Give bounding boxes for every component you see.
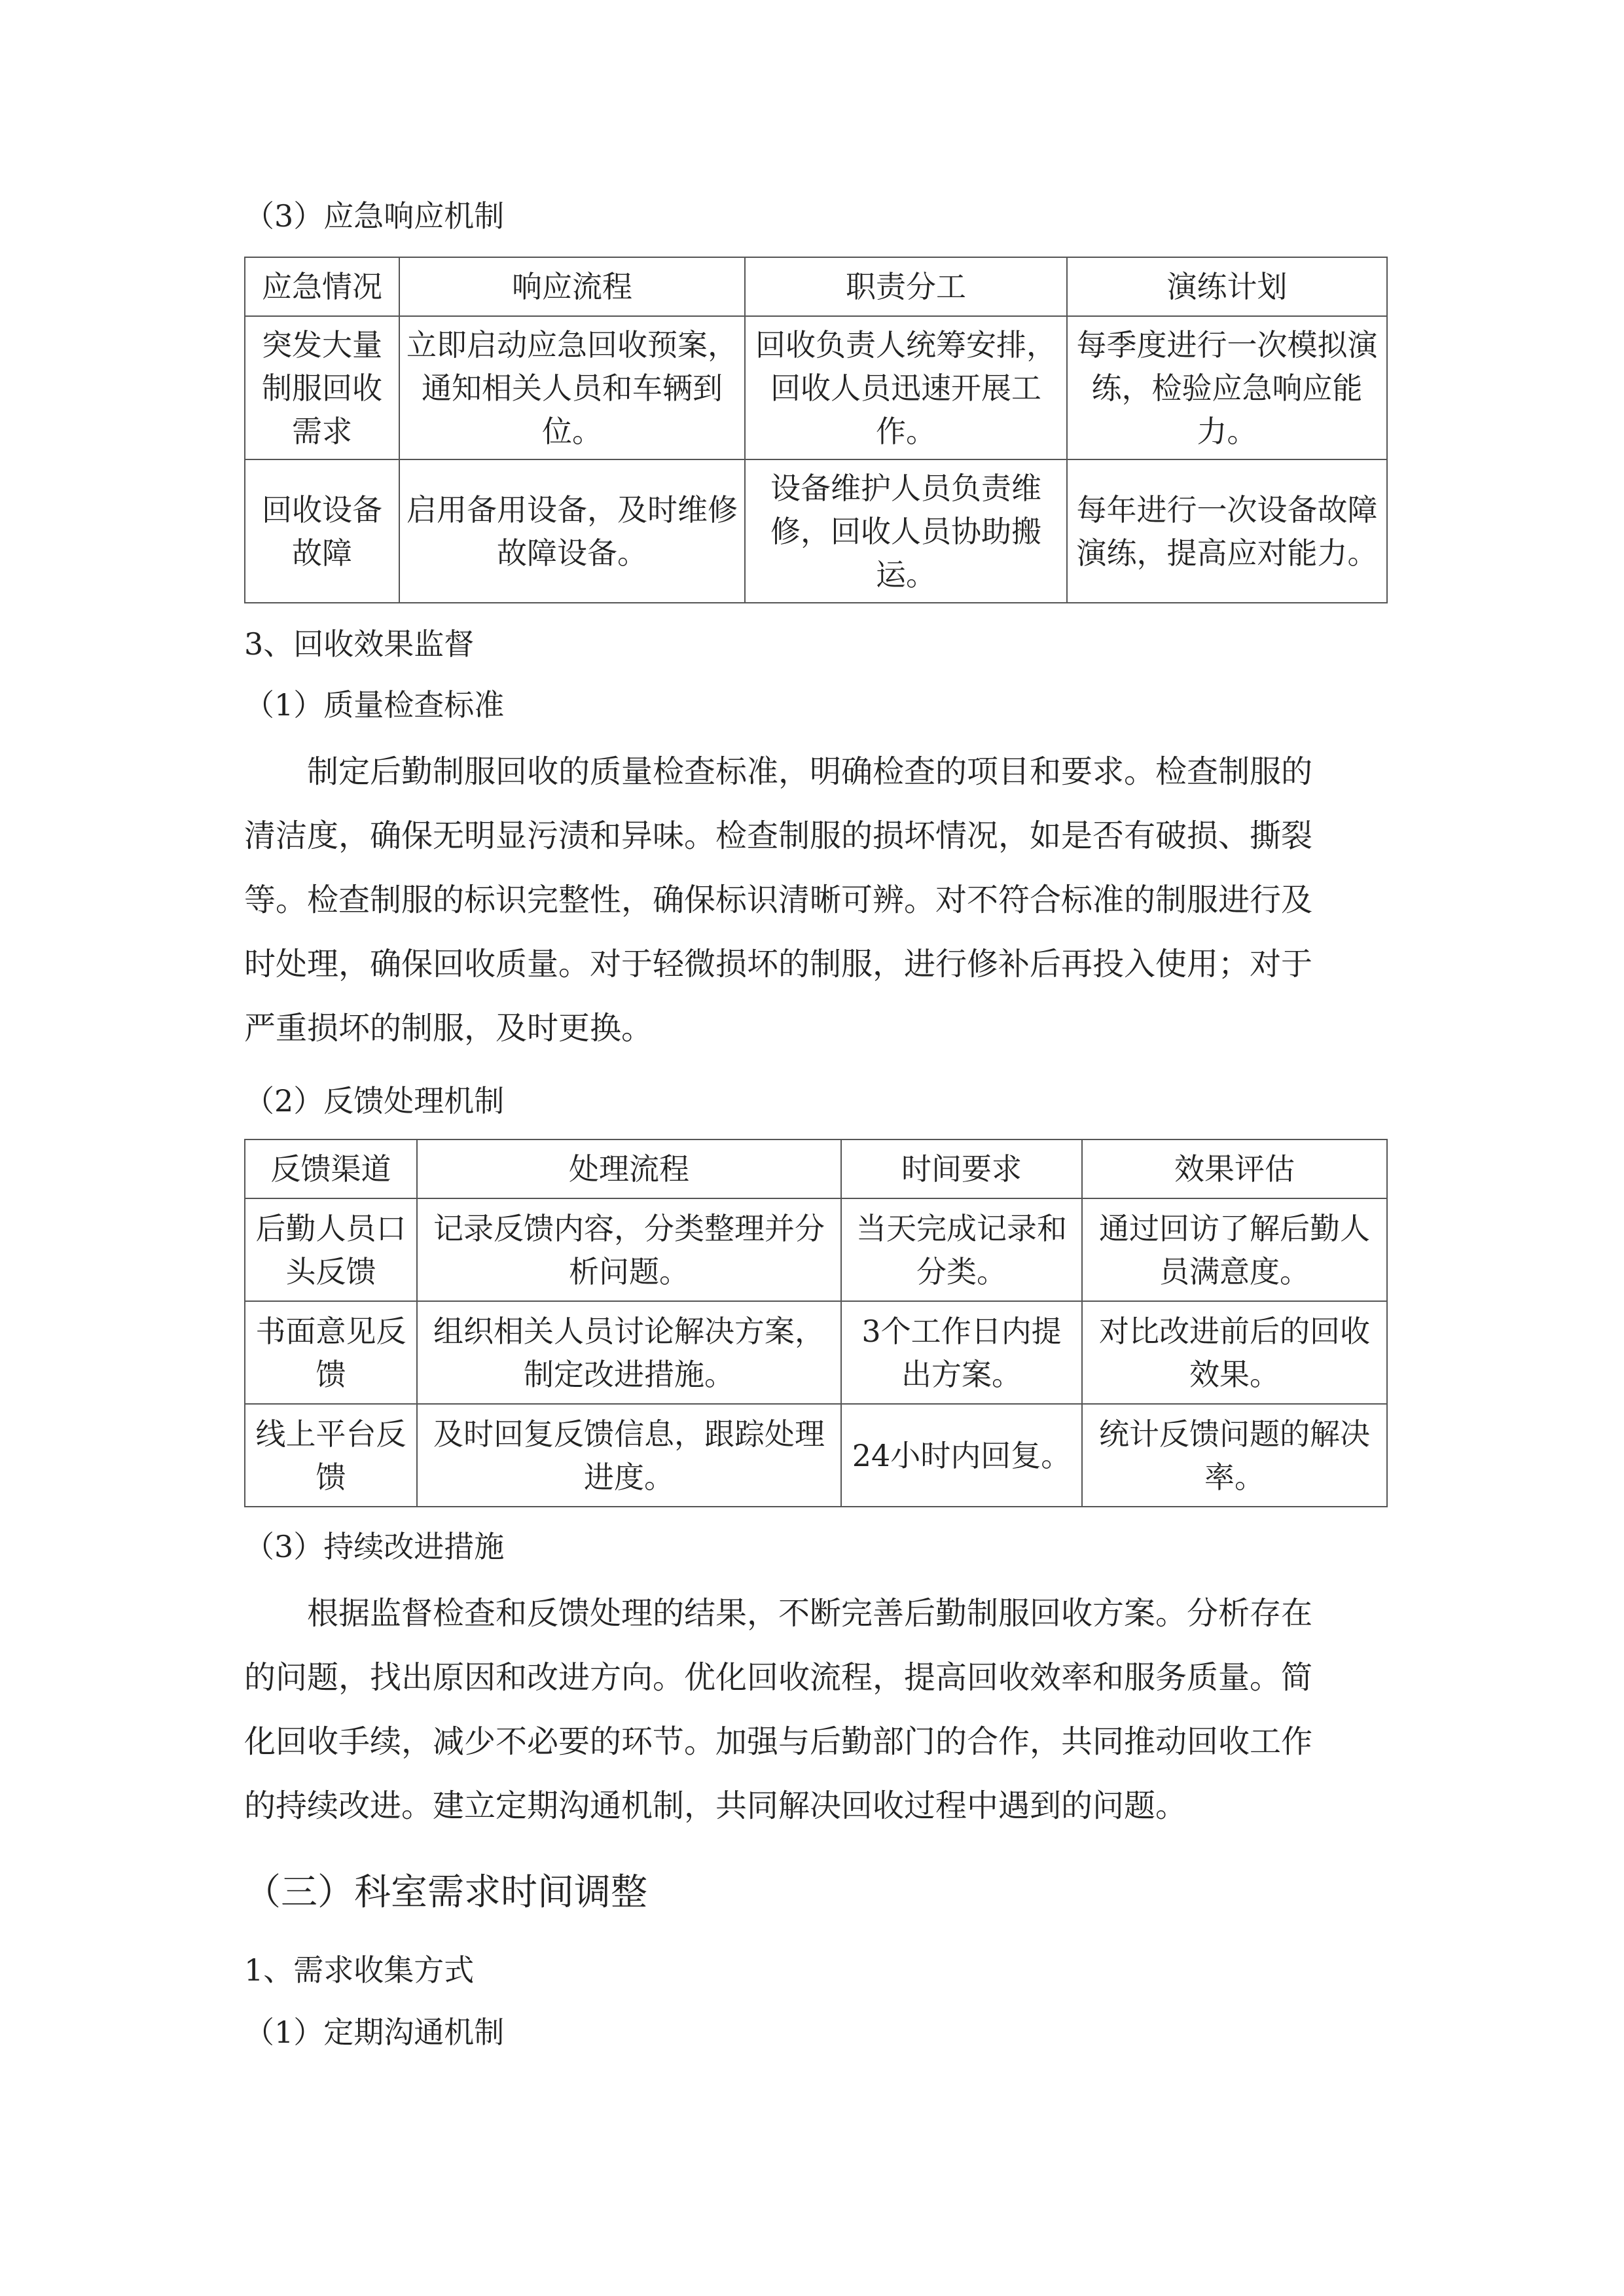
table-cell: 线上平台反馈: [245, 1404, 417, 1507]
subheading-regular-communication: （1）定期沟通机制: [244, 2015, 505, 2050]
table-cell: 回收设备故障: [245, 459, 399, 603]
table-header-cell: 反馈渠道: [245, 1139, 417, 1198]
paragraph-continuous-improvement: [244, 1581, 1386, 1838]
emergency-response-table: [244, 257, 1388, 603]
subheading-continuous-improvement: （3）持续改进措施: [244, 1529, 505, 1564]
table-cell: 突发大量制服回收需求: [245, 316, 399, 459]
table-header-cell: 演练计划: [1067, 257, 1387, 316]
table-cell: 3个工作日内提出方案。: [841, 1301, 1082, 1404]
table-cell: 每季度进行一次模拟演练，检验应急响应能力。: [1067, 316, 1387, 459]
paragraph-line: 制定后勤制服回收的质量检查标准，明确检查的项目和要求。检查制服的: [307, 753, 1313, 790]
table-header-cell: 职责分工: [745, 257, 1067, 316]
paragraph-line: 的问题，找出原因和改进方向。优化回收流程，提高回收效率和服务质量。简: [244, 1659, 1313, 1696]
table-cell: 对比改进前后的回收效果。: [1082, 1301, 1387, 1404]
table-cell: 统计反馈问题的解决率。: [1082, 1404, 1387, 1507]
table-cell: 书面意见反馈: [245, 1301, 417, 1404]
table-header-cell: 时间要求: [841, 1139, 1082, 1198]
table-cell: 记录反馈内容，分类整理并分析问题。: [417, 1198, 841, 1301]
subheading-feedback-mechanism: （2）反馈处理机制: [244, 1083, 505, 1119]
table-row: [245, 1198, 1387, 1301]
table-header-row: [245, 1139, 1387, 1198]
subheading-quality-standard: （1）质量检查标准: [244, 687, 505, 723]
subheading-emergency-response: （3）应急响应机制: [244, 198, 505, 234]
table-cell: 后勤人员口头反馈: [245, 1198, 417, 1301]
table-cell: 设备维护人员负责维修，回收人员协助搬运。: [745, 459, 1067, 603]
table-cell: 及时回复反馈信息，跟踪处理进度。: [417, 1404, 841, 1507]
section-heading-dept-schedule: （三）科室需求时间调整: [244, 1871, 647, 1914]
table-header-cell: 应急情况: [245, 257, 399, 316]
paragraph-line: 等。检查制服的标识完整性，确保标识清晰可辨。对不符合标准的制服进行及: [244, 882, 1313, 918]
feedback-table: [244, 1139, 1388, 1507]
table-row: [245, 316, 1387, 459]
table-cell: 每年进行一次设备故障演练，提高应对能力。: [1067, 459, 1387, 603]
table-header-cell: 响应流程: [399, 257, 745, 316]
table-cell: 组织相关人员讨论解决方案，制定改进措施。: [417, 1301, 841, 1404]
table-cell: 启用备用设备，及时维修故障设备。: [399, 459, 745, 603]
table-cell: 当天完成记录和分类。: [841, 1198, 1082, 1301]
paragraph-line: 根据监督检查和反馈处理的结果，不断完善后勤制服回收方案。分析存在: [307, 1595, 1313, 1632]
table-cell: 通过回访了解后勤人员满意度。: [1082, 1198, 1387, 1301]
paragraph-line: 时处理，确保回收质量。对于轻微损坏的制服，进行修补后再投入使用；对于: [244, 946, 1313, 982]
table-header-cell: 处理流程: [417, 1139, 841, 1198]
paragraph-line: 严重损坏的制服，及时更换。: [244, 1010, 653, 1047]
table-row: [245, 459, 1387, 603]
table-header-row: [245, 257, 1387, 316]
paragraph-line: 清洁度，确保无明显污渍和异味。检查制服的损坏情况，如是否有破损、撕裂: [244, 817, 1313, 854]
table-row: [245, 1301, 1387, 1404]
paragraph-line: 化回收手续，减少不必要的环节。加强与后勤部门的合作，共同推动回收工作: [244, 1723, 1313, 1760]
table-cell: 立即启动应急回收预案，通知相关人员和车辆到位。: [399, 316, 745, 459]
paragraph-quality-standard: [244, 740, 1386, 1060]
table-cell: 24小时内回复。: [841, 1404, 1082, 1507]
table-header-cell: 效果评估: [1082, 1139, 1387, 1198]
paragraph-line: 的持续改进。建立定期沟通机制，共同解决回收过程中遇到的问题。: [244, 1787, 1187, 1824]
table-row: [245, 1404, 1387, 1507]
heading-recovery-supervision: 3、回收效果监督: [244, 626, 475, 662]
heading-demand-collection: 1、需求收集方式: [244, 1952, 475, 1988]
table-cell: 回收负责人统筹安排，回收人员迅速开展工作。: [745, 316, 1067, 459]
